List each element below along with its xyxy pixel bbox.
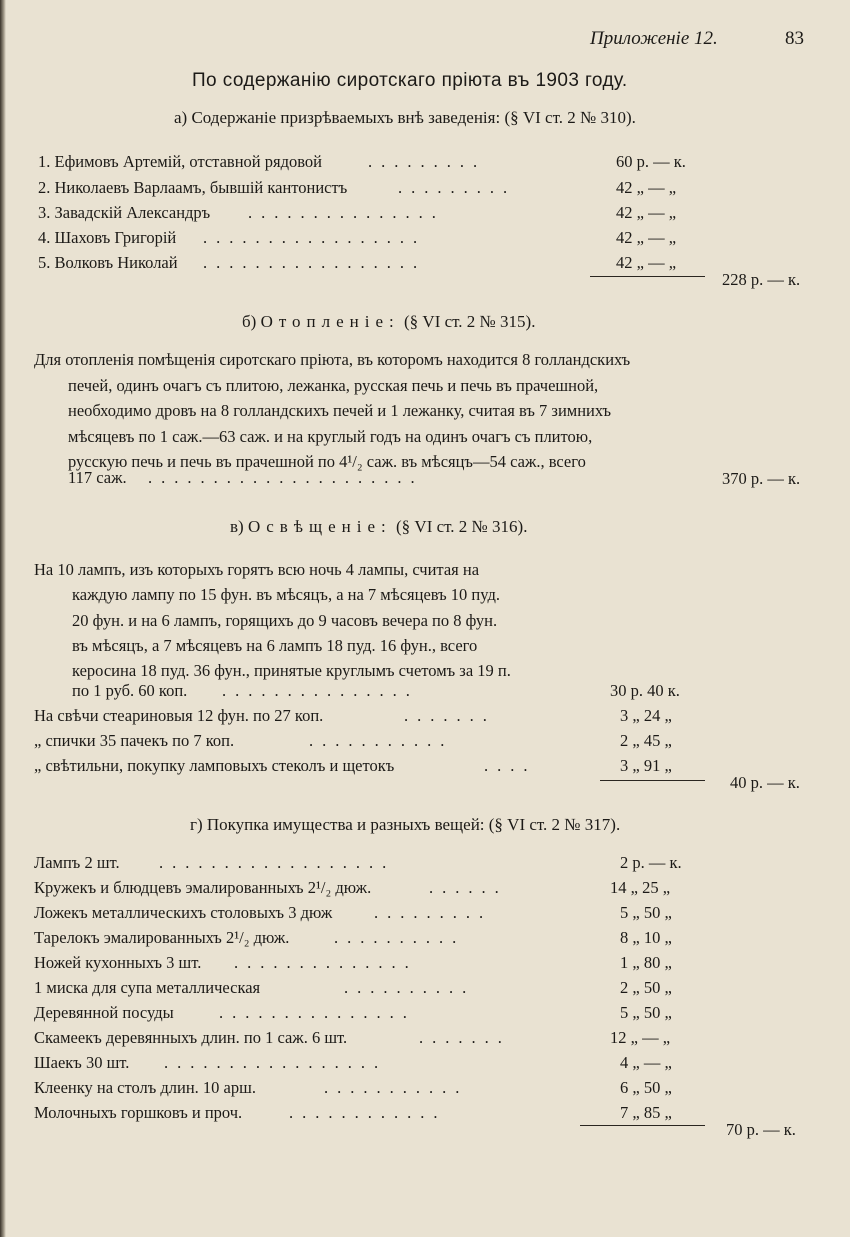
section-total: 228 р. — к. (722, 270, 801, 289)
sum-rule (590, 276, 705, 277)
item-amount: 5 „ 50 „ (620, 903, 672, 922)
list-item (34, 928, 714, 952)
page-title: По содержанiю сиротскаго прiюта въ 1903 году. (192, 70, 628, 91)
heading-word: Отопленiе: (260, 312, 400, 331)
leader-dots: .................. (159, 853, 396, 872)
leader-dots: ........... (309, 731, 454, 750)
leader-dots: ....... (419, 1028, 511, 1047)
item-name: Кружекъ и блюдцевъ эмалированныхъ 2¹/₂ дюж. (34, 878, 372, 897)
list-item (68, 468, 708, 492)
item-name: Лампъ 2 шт. (34, 853, 120, 872)
item-amount: 7 „ 85 „ (620, 1103, 672, 1122)
leader-dots: .......... (334, 928, 466, 947)
section-v-heading (230, 517, 527, 537)
list-item (72, 681, 712, 705)
item-name: „ свѣтильни, покупку ламповыхъ стеколъ и щетокъ (34, 756, 395, 775)
item-name: Клеенку на столъ длин. 10 арш. (34, 1078, 256, 1097)
item-name: „ спички 35 пачекъ по 7 коп. (34, 731, 235, 750)
list-item (38, 203, 718, 227)
list-item (34, 978, 714, 1002)
section-total: 40 р. — к. (730, 773, 800, 792)
section-g-heading: г) Покупка имущества и разныхъ вещей: (§ VI ст. 2 № 317). (190, 815, 621, 834)
sum-rule (580, 1125, 705, 1126)
item-name: 1. Ефимовъ Артемiй, отставной рядовой (38, 152, 322, 171)
list-item (38, 228, 718, 252)
section-b-heading (242, 312, 535, 332)
item-amount: 6 „ 50 „ (620, 1078, 672, 1097)
list-item (34, 878, 714, 902)
heading-prefix: в) (230, 517, 244, 536)
item-amount: 1 „ 80 „ (620, 953, 672, 972)
leader-dots: ................. (203, 228, 427, 247)
list-item (34, 903, 714, 927)
leader-dots: ................. (203, 253, 427, 272)
item-name: 2. Николаевъ Варлаамъ, бывшiй кантонистъ (38, 178, 348, 197)
section-a-heading: а) Содержанiе призрѣваемыхъ внѣ заведенiя: (§ VI ст. 2 № 310). (174, 108, 636, 127)
item-amount: 42 „ — „ (616, 203, 677, 222)
item-name: по 1 руб. 60 коп. (72, 681, 188, 700)
item-amount: 42 „ — „ (616, 178, 677, 197)
item-amount: 4 „ — „ (620, 1053, 672, 1072)
leader-dots: ...... (429, 878, 508, 897)
section-b-line: мѣсяцевъ по 1 саж.—63 саж. и на круглый годъ на одинъ очагъ съ плитою, (68, 427, 593, 446)
leader-dots: ......... (374, 903, 493, 922)
heading-word: Освѣщенiе: (247, 517, 392, 536)
heading-prefix: б) (242, 312, 257, 331)
heading-suffix: (§ VI ст. 2 № 316). (396, 517, 528, 536)
item-amount: 5 „ 50 „ (620, 1003, 672, 1022)
section-b-line: необходимо дровъ на 8 голландскихъ печей и 1 лежанку, считая въ 7 зимнихъ (68, 401, 612, 420)
list-item (34, 706, 714, 730)
leader-dots: ............... (219, 1003, 416, 1022)
item-name: 5. Волковъ Николай (38, 253, 178, 272)
item-amount: 42 „ — „ (616, 253, 677, 272)
leader-dots: ............... (248, 203, 445, 222)
leader-dots: .......... (344, 978, 476, 997)
item-name: Молочныхъ горшковъ и проч. (34, 1103, 243, 1122)
section-v-line: керосина 18 пуд. 36 фун., принятые круглымъ счетомъ за 19 п. (72, 661, 511, 680)
page-spine-edge (0, 0, 6, 1237)
list-item (34, 1053, 714, 1077)
item-name: 117 саж. (68, 468, 127, 487)
item-amount: 30 р. 40 к. (610, 681, 680, 700)
item-amount: 60 р. — к. (616, 152, 686, 171)
item-name: На свѣчи стеариновыя 12 фун. по 27 коп. (34, 706, 324, 725)
sum-rule (600, 780, 705, 781)
item-amount: 2 р. — к. (620, 853, 682, 872)
item-name: 1 миска для супа металлическая (34, 978, 261, 997)
section-v-line: 20 фун. и на 6 лампъ, горящихъ до 9 часовъ вечера по 8 фун. (72, 611, 498, 630)
section-total: 370 р. — к. (722, 469, 801, 488)
item-name: Ножей кухонныхъ 3 шт. (34, 953, 202, 972)
list-item (34, 953, 714, 977)
item-amount: 42 „ — „ (616, 228, 677, 247)
item-name: Деревянной посуды (34, 1003, 174, 1022)
page-number: 83 (785, 28, 804, 49)
list-item (38, 152, 718, 176)
section-b-line: печей, одинъ очагъ съ плитою, лежанка, русская печь и печь въ прачешной, (68, 376, 599, 395)
item-name: Ложекъ металлическихъ столовыхъ 3 дюж (34, 903, 333, 922)
item-name: Тарелокъ эмалированныхъ 2¹/₂ дюж. (34, 928, 290, 947)
list-item (38, 253, 718, 277)
list-item (34, 756, 714, 780)
list-item (34, 1103, 714, 1127)
leader-dots: ..................... (148, 468, 424, 487)
item-amount: 12 „ — „ (610, 1028, 671, 1047)
section-b-line: Для отопленiя помѣщенiя сиротскаго прiюта, въ которомъ находится 8 голландскихъ (34, 350, 631, 369)
item-amount: 3 „ 91 „ (620, 756, 672, 775)
leader-dots: ................. (164, 1053, 388, 1072)
list-item (34, 1078, 714, 1102)
item-name: 4. Шаховъ Григорiй (38, 228, 177, 247)
leader-dots: ........... (324, 1078, 469, 1097)
item-name: 3. Завадскiй Александръ (38, 203, 211, 222)
item-amount: 8 „ 10 „ (620, 928, 672, 947)
list-item (34, 1003, 714, 1027)
section-v-line: каждую лампу по 15 фун. въ мѣсяцъ, а на 7 мѣсяцевъ 10 пуд. (72, 585, 500, 604)
item-amount: 14 „ 25 „ (610, 878, 671, 897)
item-amount: 3 „ 24 „ (620, 706, 672, 725)
leader-dots: .............. (234, 953, 418, 972)
item-amount: 2 „ 45 „ (620, 731, 672, 750)
leader-dots: ............ (289, 1103, 447, 1122)
list-item (38, 178, 718, 202)
item-amount: 2 „ 50 „ (620, 978, 672, 997)
item-name: Скамеекъ деревянныхъ длин. по 1 саж. 6 шт. (34, 1028, 348, 1047)
section-total: 70 р. — к. (726, 1120, 796, 1139)
leader-dots: ............... (222, 681, 419, 700)
heading-suffix: (§ VI ст. 2 № 315). (404, 312, 536, 331)
section-v-line: въ мѣсяцъ, а 7 мѣсяцевъ на 6 лампъ 18 пуд. 16 фун., всего (72, 636, 478, 655)
list-item (34, 853, 714, 877)
leader-dots: ......... (398, 178, 517, 197)
section-v-line: На 10 лампъ, изъ которыхъ горятъ всю ночь 4 лампы, считая на (34, 560, 480, 579)
leader-dots: ....... (404, 706, 496, 725)
running-header-title: Приложенiе 12. (590, 28, 718, 49)
leader-dots: .... (484, 756, 537, 775)
leader-dots: ......... (368, 152, 487, 171)
section-b-line: русскую печь и печь въ прачешной по 4¹/₂ саж. въ мѣсяцъ—54 саж., всего (68, 452, 586, 471)
list-item (34, 731, 714, 755)
item-name: Шаекъ 30 шт. (34, 1053, 130, 1072)
list-item (34, 1028, 714, 1052)
